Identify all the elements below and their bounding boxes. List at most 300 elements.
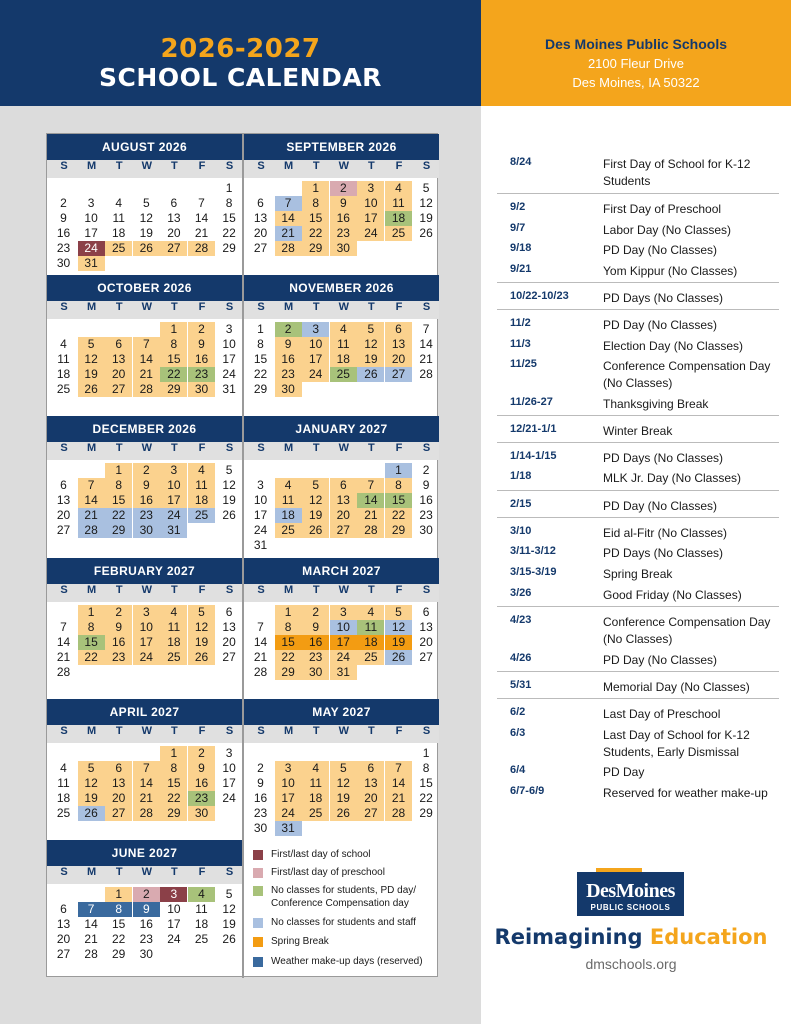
event-date: 6/7-6/9	[510, 785, 545, 797]
day-cell: 11	[57, 776, 70, 790]
legend-label: No classes for students and staff	[271, 917, 416, 928]
day-cell: 14	[56, 635, 71, 649]
event-separator	[497, 517, 779, 518]
day-cell: 31	[330, 665, 357, 680]
day-cell: 21	[275, 226, 302, 241]
day-cell: 21	[253, 650, 268, 664]
legend-label: Spring Break	[271, 936, 329, 947]
day-cell: 21	[357, 508, 384, 523]
day-cell: 5	[78, 337, 105, 352]
day-cell: 1	[385, 463, 412, 478]
day-cell: 18	[357, 635, 384, 650]
month-title: AUGUST 2026	[47, 134, 242, 160]
day-cell: 17	[84, 226, 98, 240]
day-cell: 28	[357, 523, 384, 538]
website-link[interactable]: dmschools.org	[585, 956, 677, 972]
month-march-2027	[244, 558, 439, 698]
month-title: NOVEMBER 2026	[244, 275, 439, 301]
day-cell: 21	[133, 367, 160, 382]
day-cell: 24	[275, 806, 302, 821]
day-cell: 29	[275, 665, 302, 680]
day-cell: 3	[330, 605, 357, 620]
weekday-label: T	[359, 442, 383, 460]
day-cell: 7	[78, 478, 105, 493]
event-description: PD Day (No Classes)	[603, 653, 718, 667]
day-cell: 28	[275, 241, 302, 256]
day-cell: 27	[160, 241, 187, 256]
day-cell: 15	[160, 776, 187, 791]
day-cell: 9	[330, 196, 357, 211]
day-cell: 30	[419, 523, 433, 537]
day-cell: 30	[275, 382, 302, 397]
day-cell: 9	[60, 211, 67, 225]
day-cell: 24	[357, 226, 384, 241]
day-cell: 19	[78, 367, 105, 382]
weekday-label: M	[80, 584, 104, 602]
day-cell: 16	[188, 776, 215, 791]
day-cell: 20	[56, 508, 71, 522]
event-date: 11/2	[510, 317, 531, 329]
event-date: 3/26	[510, 587, 532, 599]
weekday-label: T	[304, 725, 328, 743]
day-cell: 6	[170, 196, 178, 210]
weekday-label: W	[135, 866, 159, 884]
weekday-label: W	[135, 301, 159, 319]
day-cell: 19	[385, 635, 412, 650]
day-cell: 12	[357, 337, 384, 352]
day-cell: 23	[139, 932, 153, 946]
day-cell: 14	[133, 352, 160, 367]
day-cell: 18	[194, 917, 209, 931]
weekday-label: T	[162, 866, 186, 884]
weekday-label: S	[52, 584, 76, 602]
day-cell: 30	[133, 523, 160, 538]
legend-swatch	[253, 886, 263, 896]
day-cell: 27	[56, 947, 71, 961]
day-cell: 8	[302, 196, 329, 211]
weekday-label: W	[135, 160, 159, 178]
day-cell: 12	[222, 478, 236, 492]
day-cell: 5	[188, 605, 215, 620]
weekday-label: S	[52, 160, 76, 178]
day-cell: 18	[56, 367, 71, 381]
day-cell: 28	[133, 806, 160, 821]
day-cell: 26	[302, 523, 329, 538]
day-cell: 16	[56, 226, 71, 240]
day-cell: 2	[275, 322, 302, 337]
day-cell: 13	[105, 776, 132, 791]
page-title: SCHOOL CALENDAR	[99, 63, 382, 92]
event-description: PD Days (No Classes)	[603, 451, 724, 465]
header-title-block	[0, 0, 481, 106]
day-cell: 3	[302, 322, 329, 337]
day-cell: 4	[160, 605, 187, 620]
day-cell: 5	[225, 887, 233, 901]
weekday-label: M	[277, 301, 301, 319]
day-cell: 7	[257, 620, 264, 634]
event-description: Good Friday (No Classes)	[603, 588, 742, 602]
month-title: JUNE 2027	[47, 840, 242, 866]
event-date: 9/2	[510, 201, 526, 213]
month-april-2027	[47, 699, 242, 839]
month-november-2026	[244, 275, 439, 415]
day-cell: 24	[167, 932, 181, 946]
month-october-2026	[47, 275, 242, 415]
event-date: 5/31	[510, 679, 532, 691]
day-cell: 17	[133, 635, 160, 650]
day-cell: 18	[302, 791, 329, 806]
event-date: 3/15-3/19	[510, 566, 557, 578]
weekday-label: S	[218, 866, 242, 884]
day-cell: 25	[385, 226, 412, 241]
event-date: 3/10	[510, 525, 532, 537]
day-cell: 14	[275, 211, 302, 226]
day-cell: 4	[60, 337, 67, 351]
day-cell: 16	[133, 493, 160, 508]
weekday-label: W	[332, 301, 356, 319]
day-cell: 7	[385, 761, 412, 776]
weekday-label: T	[359, 160, 383, 178]
day-cell: 6	[422, 605, 430, 619]
day-cell: 31	[160, 523, 187, 538]
event-description: Spring Break	[603, 567, 673, 581]
day-cell: 12	[188, 620, 215, 635]
day-cell: 22	[112, 932, 126, 946]
event-description: Memorial Day (No Classes)	[603, 680, 750, 694]
day-cell: 7	[198, 196, 205, 210]
day-cell: 15	[302, 211, 329, 226]
weekday-label: W	[332, 584, 356, 602]
event-date: 4/23	[510, 614, 532, 626]
month-december-2026	[47, 416, 242, 556]
day-cell: 11	[302, 776, 329, 791]
weekday-label: F	[190, 584, 214, 602]
day-cell: 31	[275, 821, 302, 836]
day-cell: 3	[160, 463, 187, 478]
event-date: 8/24	[510, 156, 532, 168]
day-cell: 6	[330, 478, 357, 493]
day-cell: 12	[385, 620, 412, 635]
weekday-label: S	[415, 442, 439, 460]
day-cell: 6	[225, 605, 233, 619]
day-cell: 29	[419, 806, 433, 820]
day-cell: 31	[253, 538, 268, 552]
day-cell: 8	[160, 337, 187, 352]
day-cell: 12	[419, 196, 433, 210]
event-description: PD Day (No Classes)	[603, 243, 718, 257]
day-cell: 19	[357, 352, 384, 367]
weekday-label: M	[277, 725, 301, 743]
weekday-label: T	[107, 301, 131, 319]
day-cell: 8	[422, 761, 430, 775]
event-description: First Day of School for K-12 Students	[603, 157, 751, 188]
day-cell: 20	[357, 791, 384, 806]
weekday-label: W	[332, 160, 356, 178]
day-cell: 18	[56, 791, 71, 805]
weekday-label: T	[107, 442, 131, 460]
day-cell: 21	[56, 650, 71, 664]
day-cell: 10	[302, 337, 329, 352]
day-cell: 25	[357, 650, 384, 665]
day-cell: 15	[385, 493, 412, 508]
day-cell: 17	[330, 635, 357, 650]
day-cell: 9	[133, 478, 160, 493]
day-cell: 17	[222, 352, 236, 366]
month-title: MAY 2027	[244, 699, 439, 725]
day-cell: 25	[105, 241, 132, 256]
event-separator	[497, 671, 779, 672]
day-cell: 3	[87, 196, 95, 210]
day-cell: 15	[105, 493, 132, 508]
event-separator	[497, 442, 779, 443]
day-cell: 5	[225, 463, 233, 477]
weekday-label: F	[387, 725, 411, 743]
legend-label: No classes for students, PD day/ Conference Compensation day	[271, 885, 417, 909]
day-cell: 24	[302, 367, 329, 382]
day-cell: 26	[222, 508, 236, 522]
day-cell: 8	[105, 902, 132, 917]
day-cell: 4	[385, 181, 412, 196]
weekday-label: M	[277, 584, 301, 602]
day-cell: 2	[302, 605, 329, 620]
weekday-label: F	[387, 584, 411, 602]
event-date: 11/3	[510, 338, 531, 350]
weekday-label: T	[359, 301, 383, 319]
tagline-part-2: Education	[649, 925, 768, 949]
day-cell: 16	[275, 352, 302, 367]
month-title: OCTOBER 2026	[47, 275, 242, 301]
day-cell: 8	[105, 478, 132, 493]
day-cell: 13	[56, 917, 71, 931]
month-title: FEBRUARY 2027	[47, 558, 242, 584]
day-cell: 1	[257, 322, 264, 336]
day-cell: 20	[105, 367, 132, 382]
day-cell: 2	[60, 196, 67, 210]
day-cell: 4	[275, 478, 302, 493]
month-may-2027	[244, 699, 439, 839]
day-cell: 20	[253, 226, 268, 240]
day-cell: 8	[225, 196, 233, 210]
day-cell: 24	[160, 508, 187, 523]
day-cell: 3	[225, 322, 233, 336]
day-cell: 17	[275, 791, 302, 806]
day-cell: 23	[105, 650, 132, 665]
weekday-label: F	[190, 725, 214, 743]
weekday-label: M	[277, 442, 301, 460]
day-cell: 24	[253, 523, 268, 537]
day-cell: 2	[422, 463, 430, 477]
day-cell: 26	[133, 241, 160, 256]
day-cell: 29	[222, 241, 236, 255]
day-cell: 16	[105, 635, 132, 650]
day-cell: 22	[78, 650, 105, 665]
weekday-label: S	[415, 725, 439, 743]
day-cell: 6	[357, 761, 384, 776]
event-date: 6/4	[510, 764, 526, 776]
day-cell: 10	[357, 196, 384, 211]
day-cell: 15	[275, 635, 302, 650]
day-cell: 15	[419, 776, 433, 790]
day-cell: 16	[419, 493, 433, 507]
day-cell: 14	[385, 776, 412, 791]
weekday-label: S	[52, 866, 76, 884]
day-cell: 11	[195, 902, 208, 916]
day-cell: 2	[133, 887, 160, 902]
day-cell: 24	[222, 791, 236, 805]
day-cell: 6	[60, 902, 67, 916]
legend-swatch	[253, 850, 263, 860]
day-cell: 10	[330, 620, 357, 635]
day-cell: 11	[188, 478, 215, 493]
day-cell: 18	[275, 508, 302, 523]
day-cell: 2	[188, 322, 215, 337]
weekday-label: W	[135, 584, 159, 602]
day-cell: 10	[84, 211, 98, 225]
day-cell: 18	[112, 226, 126, 240]
weekday-label: F	[190, 301, 214, 319]
weekday-label: T	[304, 301, 328, 319]
day-cell: 8	[275, 620, 302, 635]
event-description: Conference Compensation Day (No Classes)	[603, 359, 771, 390]
event-date: 1/14-1/15	[510, 450, 557, 462]
day-cell: 10	[222, 761, 236, 775]
day-cell: 12	[330, 776, 357, 791]
weekday-label: T	[162, 584, 186, 602]
day-cell: 9	[257, 776, 264, 790]
tagline	[481, 925, 781, 949]
day-cell: 17	[357, 211, 384, 226]
day-cell: 7	[133, 337, 160, 352]
month-february-2027	[47, 558, 242, 698]
day-cell: 26	[222, 932, 236, 946]
weekday-label: S	[415, 301, 439, 319]
day-cell: 15	[253, 352, 268, 366]
event-description: Eid al-Fitr (No Classes)	[603, 526, 728, 540]
day-cell: 13	[419, 620, 433, 634]
day-cell: 31	[222, 382, 236, 396]
day-cell: 26	[385, 650, 412, 665]
day-cell: 28	[188, 241, 215, 256]
day-cell: 29	[385, 523, 412, 538]
day-cell: 25	[275, 523, 302, 538]
day-cell: 20	[419, 635, 433, 649]
day-cell: 29	[160, 806, 187, 821]
day-cell: 4	[357, 605, 384, 620]
weekday-label: F	[190, 442, 214, 460]
event-separator	[497, 193, 779, 194]
event-description: Winter Break	[603, 424, 673, 438]
day-cell: 2	[133, 463, 160, 478]
month-title: SEPTEMBER 2026	[244, 134, 439, 160]
day-cell: 9	[188, 337, 215, 352]
weekday-label: T	[304, 442, 328, 460]
day-cell: 3	[160, 887, 187, 902]
weekday-label: S	[249, 442, 273, 460]
day-cell: 27	[222, 650, 236, 664]
day-cell: 21	[133, 791, 160, 806]
day-cell: 22	[253, 367, 268, 381]
day-cell: 28	[78, 523, 105, 538]
weekday-label: T	[304, 160, 328, 178]
day-cell: 23	[302, 650, 329, 665]
day-cell: 4	[115, 196, 123, 210]
day-cell: 1	[422, 746, 430, 760]
day-cell: 7	[133, 761, 160, 776]
day-cell: 17	[253, 508, 268, 522]
day-cell: 23	[419, 508, 433, 522]
day-cell: 25	[56, 806, 71, 820]
event-separator	[497, 698, 779, 699]
event-description: First Day of Preschool	[603, 202, 722, 216]
event-date: 12/21-1/1	[510, 423, 557, 435]
day-cell: 18	[160, 635, 187, 650]
day-cell: 12	[139, 211, 153, 225]
weekday-label: S	[415, 160, 439, 178]
day-cell: 8	[160, 761, 187, 776]
day-cell: 13	[357, 776, 384, 791]
month-title: DECEMBER 2026	[47, 416, 242, 442]
day-cell: 17	[302, 352, 329, 367]
day-cell: 27	[357, 806, 384, 821]
day-cell: 11	[357, 620, 384, 635]
day-cell: 14	[253, 635, 268, 649]
day-cell: 17	[222, 776, 236, 790]
day-cell: 6	[385, 322, 412, 337]
day-cell: 14	[133, 776, 160, 791]
day-cell: 15	[78, 635, 105, 650]
day-cell: 27	[330, 523, 357, 538]
day-cell: 1	[105, 463, 132, 478]
month-title: JANUARY 2027	[244, 416, 439, 442]
weekday-label: S	[218, 160, 242, 178]
day-cell: 7	[60, 620, 67, 634]
day-cell: 9	[133, 902, 160, 917]
weekday-label: M	[277, 160, 301, 178]
day-cell: 22	[160, 791, 187, 806]
day-cell: 1	[160, 746, 187, 761]
day-cell: 20	[105, 791, 132, 806]
weekday-label: T	[107, 160, 131, 178]
weekday-label: M	[80, 160, 104, 178]
day-cell: 22	[302, 226, 329, 241]
district-name: Des Moines Public Schools	[544, 36, 728, 52]
event-separator	[497, 282, 779, 283]
weekday-label: T	[107, 584, 131, 602]
day-cell: 8	[257, 337, 264, 351]
day-cell: 12	[78, 352, 105, 367]
weekday-label: S	[249, 584, 273, 602]
day-cell: 28	[133, 382, 160, 397]
month-title: APRIL 2027	[47, 699, 242, 725]
event-description: PD Days (No Classes)	[603, 291, 724, 305]
day-cell: 30	[139, 947, 153, 961]
day-cell: 26	[78, 382, 105, 397]
event-description: PD Day	[603, 765, 645, 779]
weekday-label: F	[190, 160, 214, 178]
day-cell: 6	[257, 196, 264, 210]
address-line-2: Des Moines, IA 50322	[572, 75, 700, 90]
day-cell: 2	[257, 761, 264, 775]
legend-label: First/last day of school	[271, 849, 371, 860]
day-cell: 22	[160, 367, 187, 382]
day-cell: 9	[422, 478, 430, 492]
day-cell: 26	[188, 650, 215, 665]
day-cell: 10	[222, 337, 236, 351]
day-cell: 13	[56, 493, 71, 507]
day-cell: 24	[78, 241, 105, 256]
day-cell: 22	[275, 650, 302, 665]
day-cell: 21	[78, 508, 105, 523]
